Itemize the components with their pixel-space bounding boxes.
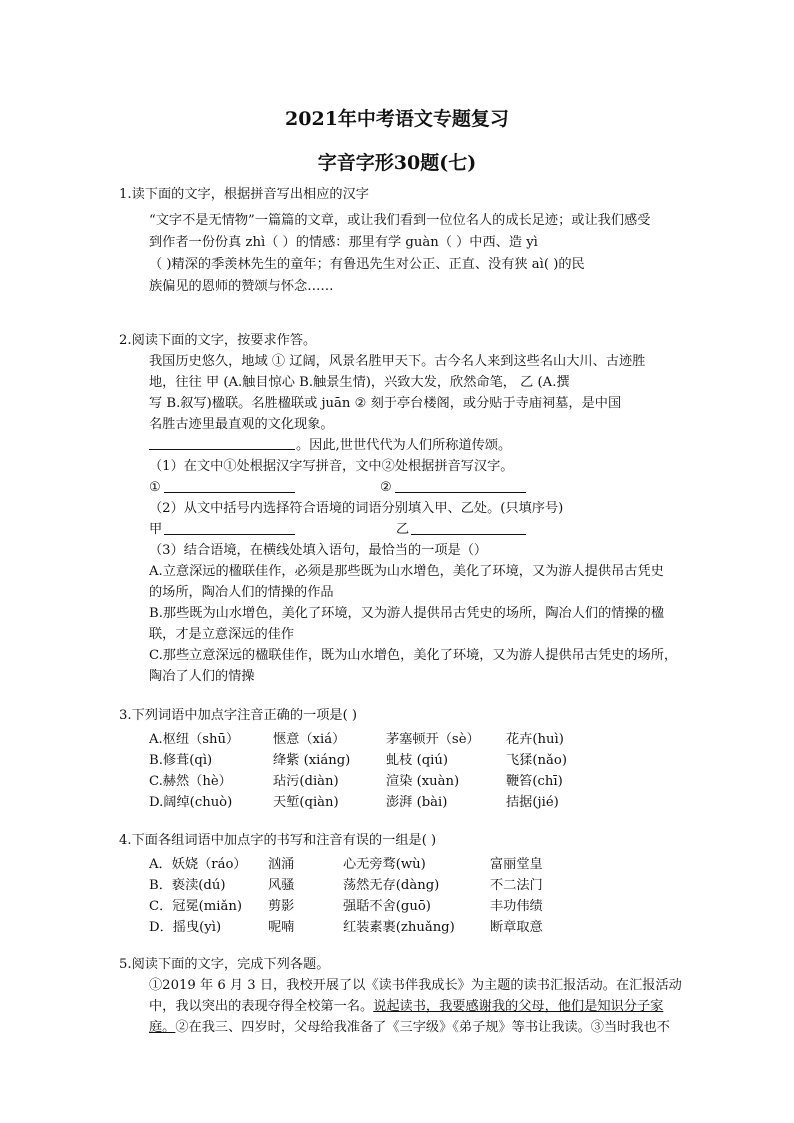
q3-option-row-3-item-1: C.赫然（hè） (149, 774, 232, 789)
q3-option-row-2-item-4: 飞猱(nǎo) (506, 753, 567, 768)
q3-option-row-4-item-1: D.阔绰(chuò) (149, 795, 233, 810)
q4-option-row-4-item-4: 断章取意 (490, 920, 543, 935)
q3-option-row-2-item-2: 绛紫 (xiáng) (273, 753, 351, 768)
q4-option-row-4-item-1: D．摇曳(yì) (149, 920, 222, 935)
q4-option-row-4-item-3: 红装素裹(zhuǎng) (343, 920, 455, 935)
q4-option-row-2-item-4: 不二法门 (490, 878, 543, 893)
q2-line-5: 。因此,世世代代为人们所称道传颂。 (296, 438, 512, 453)
q4-option-row-1-item-1: A．妖娆（ráo） (149, 857, 247, 872)
q4-option-row-4-item-2: 呢喃 (268, 920, 295, 935)
q2-sub2-label-a: 甲 (149, 522, 163, 537)
page-title: 2021年中考语文专题复习 (285, 108, 509, 130)
q2-sub3: （3）结合语境，在横线处填入语句，最恰当的一项是（） (149, 543, 488, 558)
q4-option-row-3-item-3: 强聒不舍(guō) (343, 899, 431, 914)
q2-sub1-label-b: ② (380, 480, 392, 495)
q4-option-row-1-item-4: 富丽堂皇 (490, 857, 543, 872)
q2-sub2-answer-a[interactable] (164, 520, 295, 535)
q2-option-b-line1: B.那些既为山水增色，美化了环境，又为游人提供吊古凭史的场所，陶冶人们的情操的楹 (149, 606, 665, 621)
q5-heading: 5.阅读下面的文字，完成下列各题。 (119, 957, 330, 972)
q3-option-row-1-item-4: 花卉(huì) (506, 732, 564, 747)
q3-heading: 3.下列词语中加点字注音正确的一项是( ) (119, 708, 358, 723)
q1-line-2: 到作者一份份真 zhì（ ）的情感：那里有学 guàn（ ）中西、造 yì (149, 235, 538, 250)
q4-option-row-3-item-2: 剪影 (268, 899, 295, 914)
q3-option-row-3-item-4: 鞭笞(chī) (506, 774, 563, 789)
q3-option-row-2-item-1: B.修葺(qì) (149, 753, 213, 768)
q2-sub2-answer-b[interactable] (411, 520, 526, 535)
q2-line-3: 写 B.叙写)楹联。名胜楹联或 juān ② 刻于亭台楼阁，或分贴于寺庙祠墓，是中国 (149, 396, 622, 411)
q2-line-2: 地，往往 甲 (A.触目惊心 B.触景生情)，兴致大发，欣然命笔， 乙 (A.撰 (149, 375, 570, 390)
q5-underlined-sentence-end: 庭。 (149, 1020, 176, 1035)
q3-option-row-4-item-4: 拮据(jié) (506, 795, 559, 810)
q4-option-row-2-item-1: B．亵渎(dú) (149, 878, 226, 893)
q4-option-row-3-item-4: 丰功伟绩 (490, 899, 543, 914)
q5-line-2-text: 中，我以突出的表现夺得全校第一名。 (149, 999, 374, 1014)
q5-line-1: ①2019 年 6 月 3 日，我校开展了以《读书伴我成长》为主题的读书汇报活动。在汇报活动 (149, 978, 682, 993)
q5-line-2 (149, 997, 663, 1017)
q3-option-row-4-item-2: 天堑(qiàn) (273, 795, 339, 810)
q3-option-row-1-item-2: 惬意（xiá） (273, 732, 346, 747)
q2-fill-blank[interactable] (149, 436, 295, 450)
q3-option-row-1-item-1: A.枢纽（shū） (149, 732, 240, 747)
q3-option-row-3-item-2: 玷污(diàn) (273, 774, 339, 789)
q1-heading: 1.读下面的文字，根据拼音写出相应的汉字 (119, 187, 369, 202)
q2-line-4: 名胜古迹里最直观的文化现象。 (149, 417, 334, 432)
q2-sub1-answer-b[interactable] (395, 478, 526, 493)
q2-line-1: 我国历史悠久，地域 ① 辽阔，风景名胜甲天下。古今名人来到这些名山大川、古迹胜 (149, 354, 646, 369)
q1-line-1: “文字不是无情物”一篇篇的文章，或让我们看到一位位名人的成长足迹；或让我们感受 (149, 213, 651, 228)
q2-heading: 2.阅读下面的文字，按要求作答。 (119, 333, 317, 348)
q3-option-row-4-item-3: 澎湃 (bài) (386, 795, 448, 810)
q5-line-3 (149, 1018, 670, 1038)
q4-option-row-2-item-3: 荡然无存(dàng) (343, 878, 440, 893)
q4-option-row-2-item-2: 风骚 (268, 878, 295, 893)
q2-option-c-line1: C.那些立意深远的楹联佳作，既为山水增色，美化了环境，又为游人提供吊古凭史的场所， (149, 648, 678, 663)
q4-option-row-1-item-3: 心无旁骛(wù) (343, 857, 426, 872)
q5-line-3-text: ②在我三、四岁时，父母给我准备了《三字级》《弟子规》等书让我读。③当时我也不 (175, 1020, 670, 1035)
q3-option-row-1-item-3: 茅塞顿开（sè） (386, 732, 480, 747)
q3-option-row-3-item-3: 渲染 (xuàn) (386, 774, 460, 789)
q2-sub1: （1）在文中①处根据汉字写拼音，文中②处根据拼音写汉字。 (149, 459, 514, 474)
q2-sub2-label-b: 乙 (396, 522, 410, 537)
q4-option-row-3-item-1: C．冠冕(miǎn) (149, 899, 243, 914)
q3-option-row-2-item-3: 虬枝 (qiú) (386, 753, 449, 768)
q1-line-4: 族偏见的恩师的赞颂与怀念…… (149, 279, 334, 294)
q2-sub1-answer-a[interactable] (164, 478, 295, 493)
q4-heading: 4.下面各组词语中加点字的书写和注音有误的一组是( ) (119, 833, 437, 848)
q2-sub1-label-a: ① (149, 480, 161, 495)
q1-line-3: （ )精深的季羡林先生的童年；有鲁迅先生对公正、正直、没有狭 aì( )的民 (149, 257, 585, 272)
q2-option-a-line2: 的场所，陶冶人们的情操的作品 (149, 585, 334, 600)
q2-option-b-line2: 联，才是立意深远的佳作 (149, 627, 295, 642)
page-subtitle: 字音字形30题(七) (317, 152, 477, 174)
q2-option-a-line1: A.立意深远的楹联佳作，必须是那些既为山水增色，美化了环境，又为游人提供吊古凭史 (149, 564, 664, 579)
q2-option-c-line2: 陶冶了人们的情操 (149, 669, 255, 684)
q5-underlined-sentence: 说起读书，我要感谢我的父母，他们是知识分子家 (373, 999, 664, 1014)
q4-option-row-1-item-2: 汹涌 (268, 857, 295, 872)
q2-sub2: （2）从文中括号内选择符合语境的词语分别填入甲、乙处。(只填序号) (149, 501, 564, 516)
